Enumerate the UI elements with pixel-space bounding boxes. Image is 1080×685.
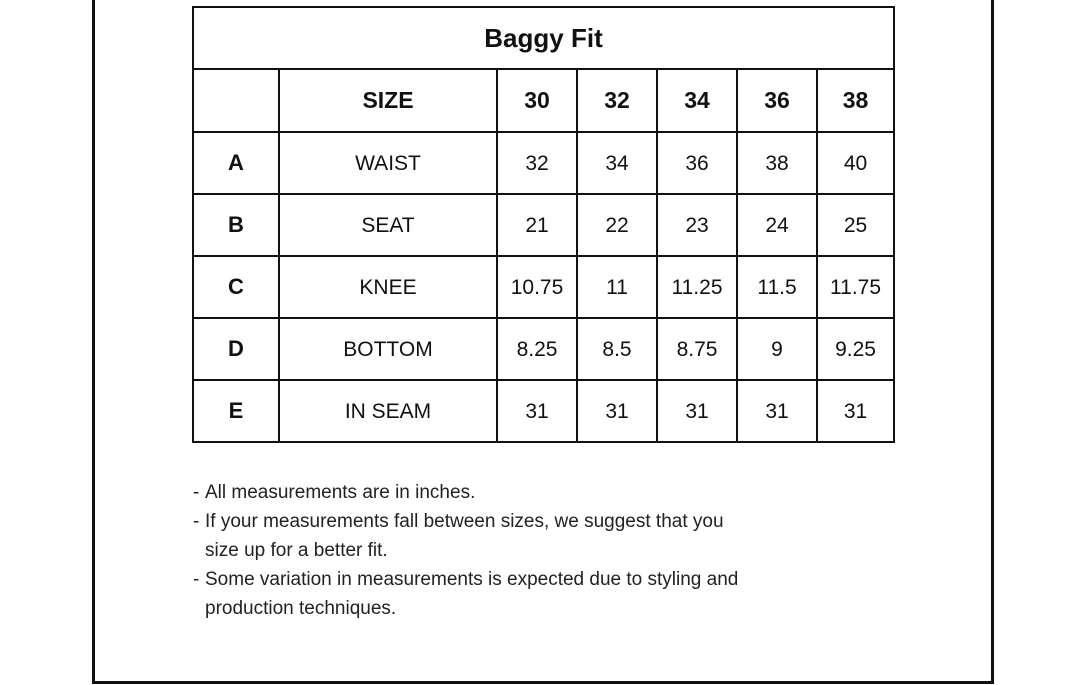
table-row-knee [193,256,894,318]
table-row-in-seam [193,380,894,442]
row-letter: E [193,380,279,442]
note-dash: - [193,511,200,532]
table-cell: 10.75 [497,256,577,318]
table-cell: 9.25 [817,318,894,380]
table-cell: 32 [497,132,577,194]
row-label: KNEE [279,256,497,318]
measurement-notes [193,478,753,623]
table-cell: 8.25 [497,318,577,380]
size-header-row [193,69,894,132]
note-text: If your measurements fall between sizes, we suggest that you size up for a better fit. [205,511,724,561]
table-cell: 31 [577,380,657,442]
table-cell: 21 [497,194,577,256]
table-row-waist [193,132,894,194]
note-text: Some variation in measurements is expected due to styling and production techniques. [205,569,739,619]
table-cell: 31 [657,380,737,442]
table-cell: 31 [497,380,577,442]
size-col-36: 36 [737,69,817,132]
size-col-38: 38 [817,69,894,132]
table-cell: 25 [817,194,894,256]
row-letter: B [193,194,279,256]
table-cell: 11 [577,256,657,318]
size-header: SIZE [279,69,497,132]
corner-cell [193,69,279,132]
note-item [193,565,753,623]
table-cell: 24 [737,194,817,256]
row-label: BOTTOM [279,318,497,380]
table-cell: 38 [737,132,817,194]
size-col-30: 30 [497,69,577,132]
table-cell: 9 [737,318,817,380]
row-label: WAIST [279,132,497,194]
table-cell: 23 [657,194,737,256]
row-letter: A [193,132,279,194]
table-cell: 11.5 [737,256,817,318]
size-col-32: 32 [577,69,657,132]
table-cell: 34 [577,132,657,194]
row-letter: C [193,256,279,318]
table-cell: 22 [577,194,657,256]
row-label: SEAT [279,194,497,256]
table-row-seat [193,194,894,256]
table-cell: 11.75 [817,256,894,318]
table-row-bottom [193,318,894,380]
table-cell: 8.5 [577,318,657,380]
table-cell: 36 [657,132,737,194]
note-dash: - [193,482,200,503]
row-label: IN SEAM [279,380,497,442]
table-cell: 31 [737,380,817,442]
table-cell: 31 [817,380,894,442]
table-title: Baggy Fit [193,7,894,69]
table-cell: 11.25 [657,256,737,318]
note-item [193,507,753,565]
note-dash: - [193,569,200,590]
row-letter: D [193,318,279,380]
table-cell: 40 [817,132,894,194]
title-row [193,7,894,69]
size-col-34: 34 [657,69,737,132]
note-item [193,478,753,507]
size-chart-table [192,6,895,443]
note-text: All measurements are in inches. [205,482,476,503]
table-cell: 8.75 [657,318,737,380]
